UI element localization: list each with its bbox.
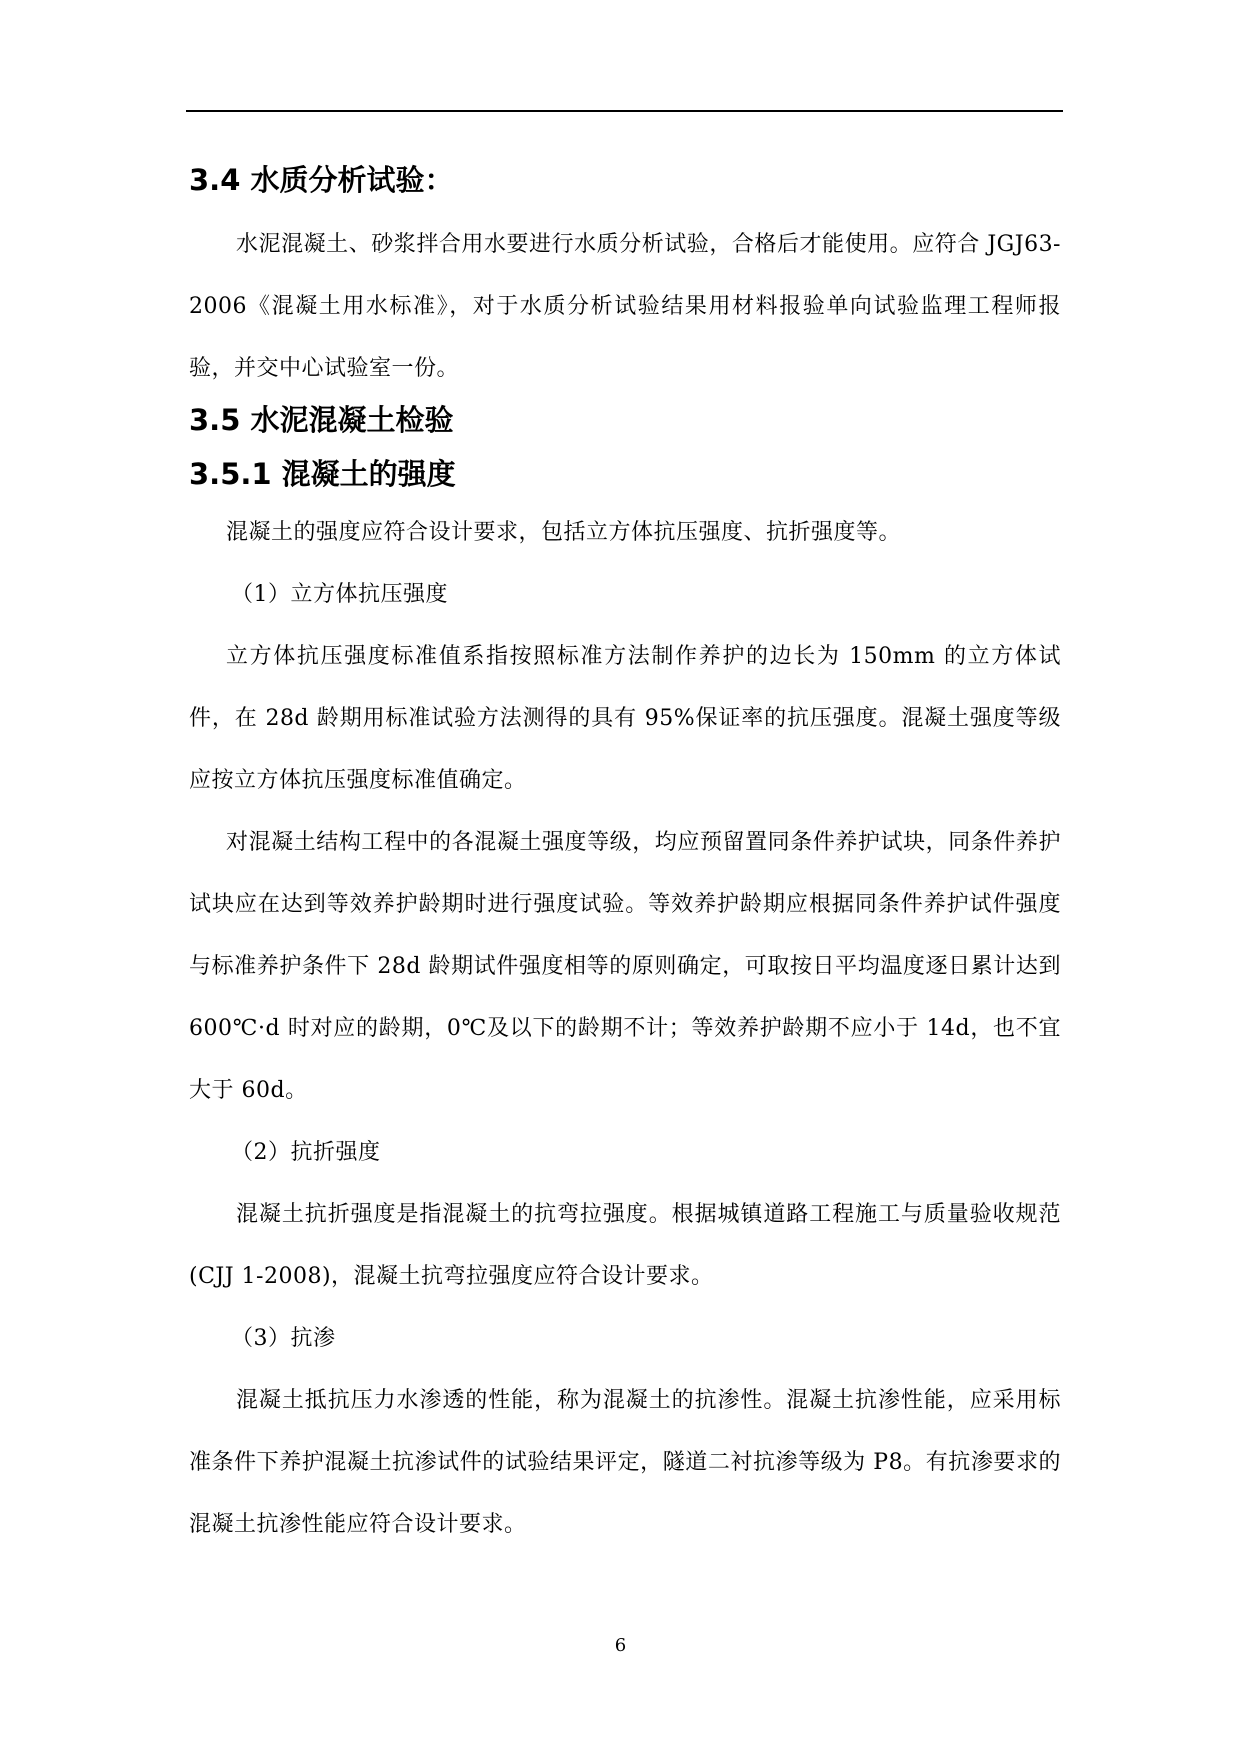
item3-title: （3）抗渗 xyxy=(231,1326,336,1351)
heading-3-4: 3.4 水质分析试验： xyxy=(189,163,454,197)
item1-title: （1）立方体抗压强度 xyxy=(231,582,448,607)
paragraph-water-analysis: 水泥混凝土、砂浆拌合用水要进行水质分析试验，合格后才能使用。应符合 JGJ63-2006《混凝土用水标准》，对于水质分析试验结果用材料报验单向试验监理工程师报验，并交中心试验室一份。 xyxy=(189,232,1061,381)
paragraph-strength-intro: 混凝土的强度应符合设计要求，包括立方体抗压强度、抗折强度等。 xyxy=(226,520,902,545)
heading-3-5: 3.5 水泥混凝土检验 xyxy=(189,403,454,437)
paragraph-flexural-strength: 混凝土抗折强度是指混凝土的抗弯拉强度。根据城镇道路工程施工与质量验收规范(CJJ 1-2008)，混凝土抗弯拉强度应符合设计要求。 xyxy=(189,1202,1061,1289)
header-rule xyxy=(186,110,1063,112)
page-number: 6 xyxy=(614,1635,627,1656)
paragraph-impermeability: 混凝土抵抗压力水渗透的性能，称为混凝土的抗渗性。混凝土抗渗性能，应采用标准条件下养护混凝土抗渗试件的试验结果评定，隧道二衬抗渗等级为 P8。有抗渗要求的混凝土抗渗性能应符合设计要求。 xyxy=(189,1388,1061,1537)
paragraph-equivalent-curing: 对混凝土结构工程中的各混凝土强度等级，均应预留置同条件养护试块，同条件养护试块应在达到等效养护龄期时进行强度试验。等效养护龄期应根据同条件养护试件强度与标准养护条件下 28d 龄期试件强度相等的原则确定，可取按日平均温度逐日累计达到 600℃·d 时对应的龄期，0℃及以下的龄期不计；等效养护龄期不应小于 14d，也不宜大于 60d。 xyxy=(189,830,1061,1103)
item2-title: （2）抗折强度 xyxy=(231,1140,381,1165)
heading-3-5-1: 3.5.1 混凝土的强度 xyxy=(189,457,456,491)
document-body xyxy=(189,160,1061,1556)
paragraph-cube-strength: 立方体抗压强度标准值系指按照标准方法制作养护的边长为 150mm 的立方体试件，在 28d 龄期用标准试验方法测得的具有 95%保证率的抗压强度。混凝土强度等级应按立方体抗压强度标准值确定。 xyxy=(189,644,1061,793)
